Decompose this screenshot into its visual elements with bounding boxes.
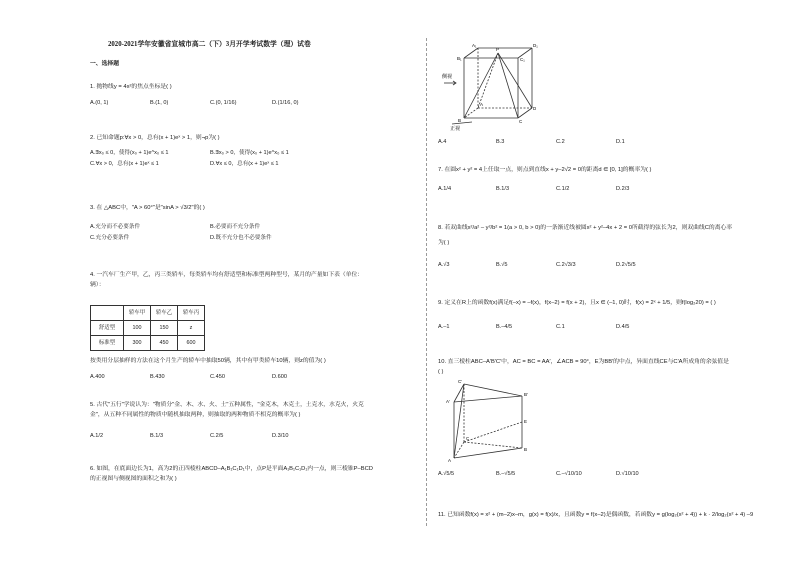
choice-b: B.–√5/5 <box>496 471 516 477</box>
choice-b: B.–4/5 <box>496 324 513 330</box>
choice-a: A.充分而不必要条件 <box>90 224 141 230</box>
choice-a: A.√3 <box>438 262 450 268</box>
choice-d: D.√10/10 <box>616 471 639 477</box>
choice-a: A.1/4 <box>438 186 452 192</box>
choice-b: B.∃x₀ > 0，使得(x₀ + 1)e^x₀ ≤ 1 <box>210 150 289 156</box>
choice-b: B.430 <box>150 374 165 380</box>
triangular-prism-figure <box>444 374 534 464</box>
table-cell: z <box>178 321 205 336</box>
section-heading: 一、选择题 <box>90 61 119 67</box>
choice-a: A.4 <box>438 139 447 145</box>
question-stem-cont: 辆）： <box>90 282 105 288</box>
table-cell: 轿车丙 <box>178 306 205 321</box>
question-stem: 5. 古代"五行"学说认为："物质分"金、木、水、火、土"五种属性，"金克木，木克土，土克水，水克火，火克 <box>90 402 364 408</box>
vertex-label: D₁ <box>533 43 538 48</box>
choice-c: C.1/2 <box>556 186 570 192</box>
question-stem-cont: 的正视图与侧视图的面积之和为( ) <box>90 476 177 482</box>
choice-a: A.400 <box>90 374 105 380</box>
choice-a: A.–1 <box>438 324 450 330</box>
vertex-label: B <box>458 118 462 123</box>
vertex-label: P <box>496 47 500 52</box>
choice-a: A.∃x₀ ≤ 0，使得(x₀ + 1)e^x₀ ≤ 1 <box>90 150 169 156</box>
table-cell: 轿车乙 <box>151 306 178 321</box>
question-stem: 9. 定义在R上的函数f(x)满足f(–x) = –f(x)，f(x–2) = f(x + 2)，且x ∈ (–1, 0)时，f(x) = 2ˣ + 1/5，则f(log₂20) = ( ) <box>438 300 716 306</box>
choice-a: A.1/2 <box>90 433 104 439</box>
choice-d: D.600 <box>272 374 287 380</box>
vertex-label: C₁ <box>520 57 525 62</box>
table-cell: 标准型 <box>91 336 124 351</box>
table-cell: 100 <box>124 321 151 336</box>
choice-b: B.1/3 <box>150 433 164 439</box>
side-view-label: 侧视 <box>442 74 453 80</box>
table-cell: 300 <box>124 336 151 351</box>
choice-d: D.2/3 <box>616 186 630 192</box>
vertex-label: B′ <box>524 392 528 397</box>
production-table <box>90 305 205 351</box>
choice-d: D.(1/16, 0) <box>272 100 299 106</box>
choice-c: C.2 <box>556 139 565 145</box>
vertex-label: C′ <box>458 379 463 384</box>
table-row <box>91 321 205 336</box>
page-title: 2020-2021学年安徽省宣城市高二（下）3月开学考试数学（理）试卷 <box>108 41 311 48</box>
table-row <box>91 336 205 351</box>
choice-c: C.1 <box>556 324 565 330</box>
choice-d: D.1 <box>616 139 625 145</box>
table-cell: 450 <box>151 336 178 351</box>
column-divider <box>426 38 427 526</box>
question-stem: 1. 抛物线y = 4x²的焦点坐标是( ) <box>90 84 172 90</box>
table-cell: 600 <box>178 336 205 351</box>
question-stem: 10. 直三棱柱ABC–A′B′C′中，AC = BC = AA′，∠ACB = 90°，E为BB′的中点，异面直线CE与C′A所成角的余弦值是 <box>438 359 729 365</box>
vertex-label: B <box>524 447 528 452</box>
choice-c: C.∀x > 0，总有(x + 1)eˣ ≤ 1 <box>90 161 159 167</box>
table-cell <box>91 306 124 321</box>
choice-b: B.(1, 0) <box>150 100 169 106</box>
choice-a: A.(0, 1) <box>90 100 109 106</box>
table-cell: 150 <box>151 321 178 336</box>
choice-a: A.√5/5 <box>438 471 455 477</box>
choice-c: C.2√3/3 <box>556 262 576 268</box>
front-view-label: 正视 <box>450 126 461 132</box>
question-stem: 11. 已知函数f(x) = x² + (m–2)x–m，g(x) = f(x)/x，且函数y = f(x–2)是偶函数，若函数y = g(log₂(x² + 4)) + k · 2/log₂(x² + 4) –9 <box>438 512 754 518</box>
vertex-label: B₁ <box>457 56 462 61</box>
question-stem-cont: 为( ) <box>438 240 450 246</box>
choice-d: D.2√5/5 <box>616 262 636 268</box>
choice-d: D.3/10 <box>272 433 289 439</box>
vertex-label: A <box>480 102 484 107</box>
question-stem-cont: ( ) <box>438 369 444 375</box>
choice-c: C.–√10/10 <box>556 471 582 477</box>
table-header-row <box>91 306 205 321</box>
question-stem-cont: 金"，从五种不同属性的物质中随机抽取两种，则抽取的两种物质不相克的概率为( ) <box>90 412 301 418</box>
choice-c: C.(0, 1/16) <box>210 100 237 106</box>
choice-d: D.∀x ≤ 0，总有(x + 1)eˣ ≤ 1 <box>210 161 279 167</box>
question-stem: 7. 在圆x² + y² = 4上任取一点，则点到直线x + y–2√2 = 0的距离d ∈ [0, 1]的概率为( ) <box>438 167 652 173</box>
question-stem: 8. 若双曲线x²/a² – y²/b² = 1(a > 0, b > 0)的一条渐近线被圆x² + y²–4x + 2 = 0所截得的弦长为2，则双曲线C的离心率 <box>438 225 733 231</box>
vertex-label: A <box>448 458 452 463</box>
choice-c: C.充分必要条件 <box>90 235 130 241</box>
question-stem-cont: 按类用分层抽样的方法在这个月生产的轿车中抽取50辆，其中有甲类轿车10辆，则z的值为( ) <box>90 358 326 364</box>
table-cell: 轿车甲 <box>124 306 151 321</box>
question-stem: 6. 如图，在底面边长为1，高为2的正四棱柱ABCD–A₁B₁C₁D₁中，点P是平面A₁B₁C₁D₁内一点，则三棱锥P–BCD <box>90 466 373 472</box>
question-stem: 3. 在 △ABC中，"A > 60°"是"sinA > √3/2"的( ) <box>90 205 205 211</box>
question-stem: 2. 已知命题p:∀x > 0，总有(x + 1)eˣ > 1，则¬p为( ) <box>90 135 220 141</box>
vertex-label: C <box>519 119 523 124</box>
choice-b: B.√5 <box>496 262 508 268</box>
choice-d: D.既不充分也不必要条件 <box>210 235 272 241</box>
vertex-label: A′ <box>446 399 450 404</box>
choice-b: B.必要而不充分条件 <box>210 224 261 230</box>
choice-c: C.450 <box>210 374 225 380</box>
vertex-label: C <box>466 436 470 441</box>
question-stem: 4. 一汽车厂生产甲，乙，丙三类轿车，每类轿车均有舒适型和标准型两种型号，某月的产量如下表（单位： <box>90 272 364 278</box>
choice-b: B.3 <box>496 139 505 145</box>
table-cell: 舒适型 <box>91 321 124 336</box>
choice-b: B.1/3 <box>496 186 510 192</box>
prism-figure <box>442 38 542 132</box>
choice-d: D.4/5 <box>616 324 630 330</box>
choice-c: C.2/5 <box>210 433 224 439</box>
vertex-label: E <box>524 419 528 424</box>
vertex-label: D <box>533 106 537 111</box>
vertex-label: A₁ <box>472 43 477 48</box>
